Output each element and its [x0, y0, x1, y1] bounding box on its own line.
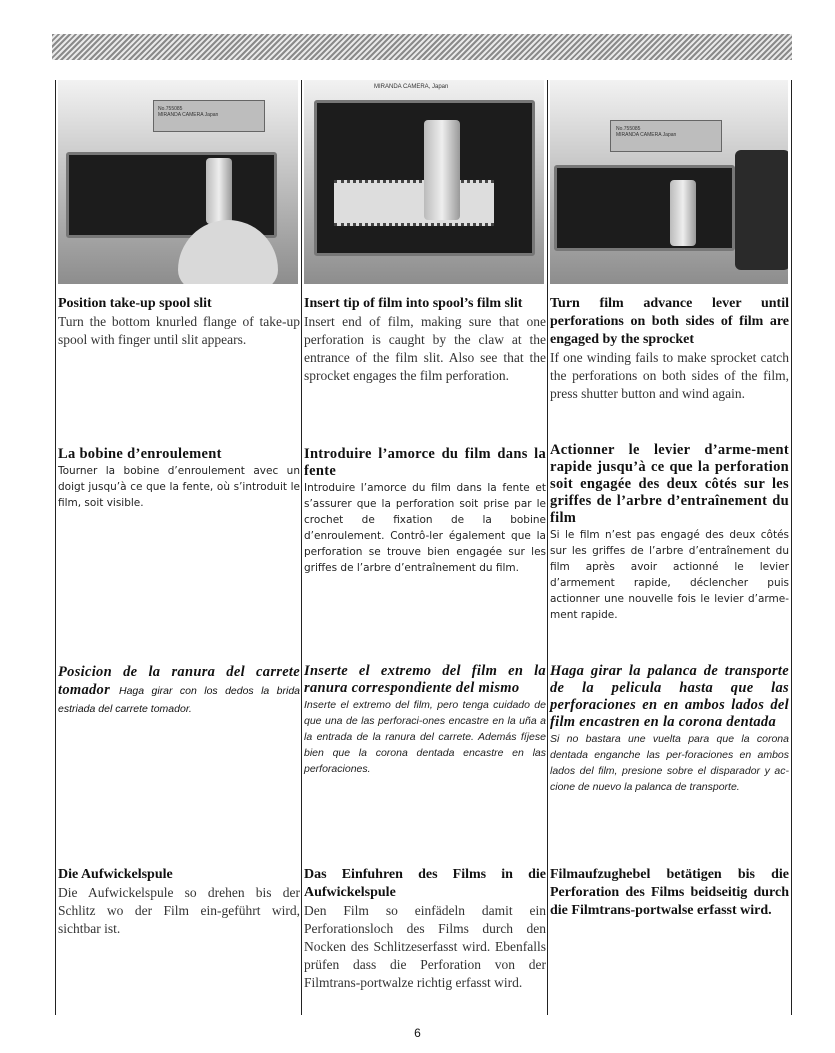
- german-section: [302, 866, 548, 992]
- french-body: Si le film n’est pas engagé des deux côtés sur les griffes de l’arbre d’entraînement du film après avoir actionné le levier d’armement rapide, déclencher puis actionner une nouvelle fois le levier d’arme-ment rapide.: [550, 529, 789, 621]
- english-title: Turn film advance lever until perforations on both sides of film are engaged by the sprocket: [550, 296, 789, 347]
- french-body: Introduire l’amorce du film dans la fente et s’assurer que la perforation soit prise par le crochet de fixation de la bobine d’enroulement. Contrô-ler également que la perforation se trouve bien engagée sur les griffes de l’arbre d’entraînement du film.: [304, 482, 546, 574]
- camera-photo-film-insert: [304, 80, 544, 284]
- french-section: [548, 442, 791, 623]
- german-title: Das Einfuhren des Films in die Aufwickelspule: [304, 867, 546, 900]
- spanish-section: [548, 663, 791, 795]
- english-body: If one winding fails to make sprocket catch the perforations on both sides of the film, press shutter button and wind again.: [550, 350, 789, 401]
- nameplate-text: MIRANDA CAMERA, Japan: [374, 84, 449, 90]
- camera-photo-advance-lever: [550, 80, 788, 284]
- english-title: Position take-up spool slit: [58, 296, 212, 311]
- spanish-body: Inserte el extremo del film, pero tenga cuidado de que una de las perforaci-ones encastre en la uña a la entrada de la ranura del carrete. Además fíjese bien que la corona dentada encastre en las perforaciones.: [304, 699, 546, 775]
- german-title: Filmaufzughebel betätigen bis die Perforation des Films beidseitig durch die Filmtrans-portwalse erfasst wird.: [550, 867, 789, 918]
- french-title: Introduire l’amorce du film dans la fente: [304, 446, 546, 479]
- instruction-column-2: [301, 80, 548, 1015]
- takeup-spool: [424, 120, 460, 220]
- spanish-title: Inserte el extremo del film en la ranura correspondiente del mismo: [304, 663, 546, 696]
- nameplate-text: No.755085 MIRANDA CAMERA Japan: [158, 106, 219, 118]
- spanish-body: Haga girar con los dedos la brida estriada del carrete tomador.: [58, 685, 300, 715]
- french-title: Actionner le levier d’arme-ment rapide jusqu’à ce que la perforation soit engagée des deux côtés sur les griffes de l’arbre d’entraînement du film: [550, 442, 789, 526]
- english-body: Insert end of film, making sure that one perforation is caught by the claw at the entrance of the film slit. Also see that the sprocket engages the film perforation.: [304, 314, 546, 383]
- camera-photo-takeup-spool: [58, 80, 298, 284]
- spanish-title: Haga girar la palanca de transporte de la pelicula hasta que las perforaciones en en ambos lados del film encastren en la corona dentada: [550, 663, 789, 730]
- camera-film-chamber: [554, 165, 735, 251]
- german-body: Die Aufwickelspule so drehen bis der Schlitz wo der Film ein-geführt wird, sichtbar ist.: [58, 885, 300, 936]
- instruction-column-1: [55, 80, 302, 1015]
- spanish-title: Posicion de la ranura del carrete tomador: [58, 664, 300, 698]
- header-hatched-band: [52, 34, 792, 60]
- takeup-spool: [206, 158, 232, 224]
- english-section: [548, 295, 791, 403]
- spanish-body: Si no bastara une vuelta para que la corona dentada enganche las per-foraciones en ambos lados del film, presione sobre el disparador y ac-cione de nuevo la palanca de transporte.: [550, 733, 789, 793]
- english-title: Insert tip of film into spool’s film slit: [304, 296, 523, 311]
- english-section: [302, 295, 548, 385]
- page-number: 6: [414, 1026, 421, 1040]
- german-body: Den Film so einfädeln damit ein Perforationsloch des Films durch den Nocken des Schlitzeserfasst wird. Ebenfalls prüfen dass die Perforation von der Filmtrans-portwalze richtig erfasst wird.: [304, 903, 546, 990]
- film-strip: [334, 180, 494, 226]
- spanish-section: [56, 663, 302, 717]
- german-section: [56, 866, 302, 938]
- french-body: Tourner la bobine d’enroulement avec un doigt jusqu’à ce que la fente, où s’introduit le film, soit visible.: [58, 465, 300, 509]
- nameplate-text: No.755085 MIRANDA CAMERA Japan: [616, 126, 677, 138]
- french-title: La bobine d’enroulement: [58, 446, 222, 462]
- english-body: Turn the bottom knurled flange of take-up spool with finger until slit appears.: [58, 314, 300, 347]
- camera-back-door: [735, 150, 788, 270]
- french-section: [56, 446, 302, 511]
- instruction-column-3: [547, 80, 792, 1015]
- german-section: [548, 866, 791, 920]
- german-title: Die Aufwickelspule: [58, 867, 173, 882]
- takeup-spool: [670, 180, 696, 246]
- french-section: [302, 446, 548, 576]
- spanish-section: [302, 663, 548, 777]
- english-section: [56, 295, 302, 349]
